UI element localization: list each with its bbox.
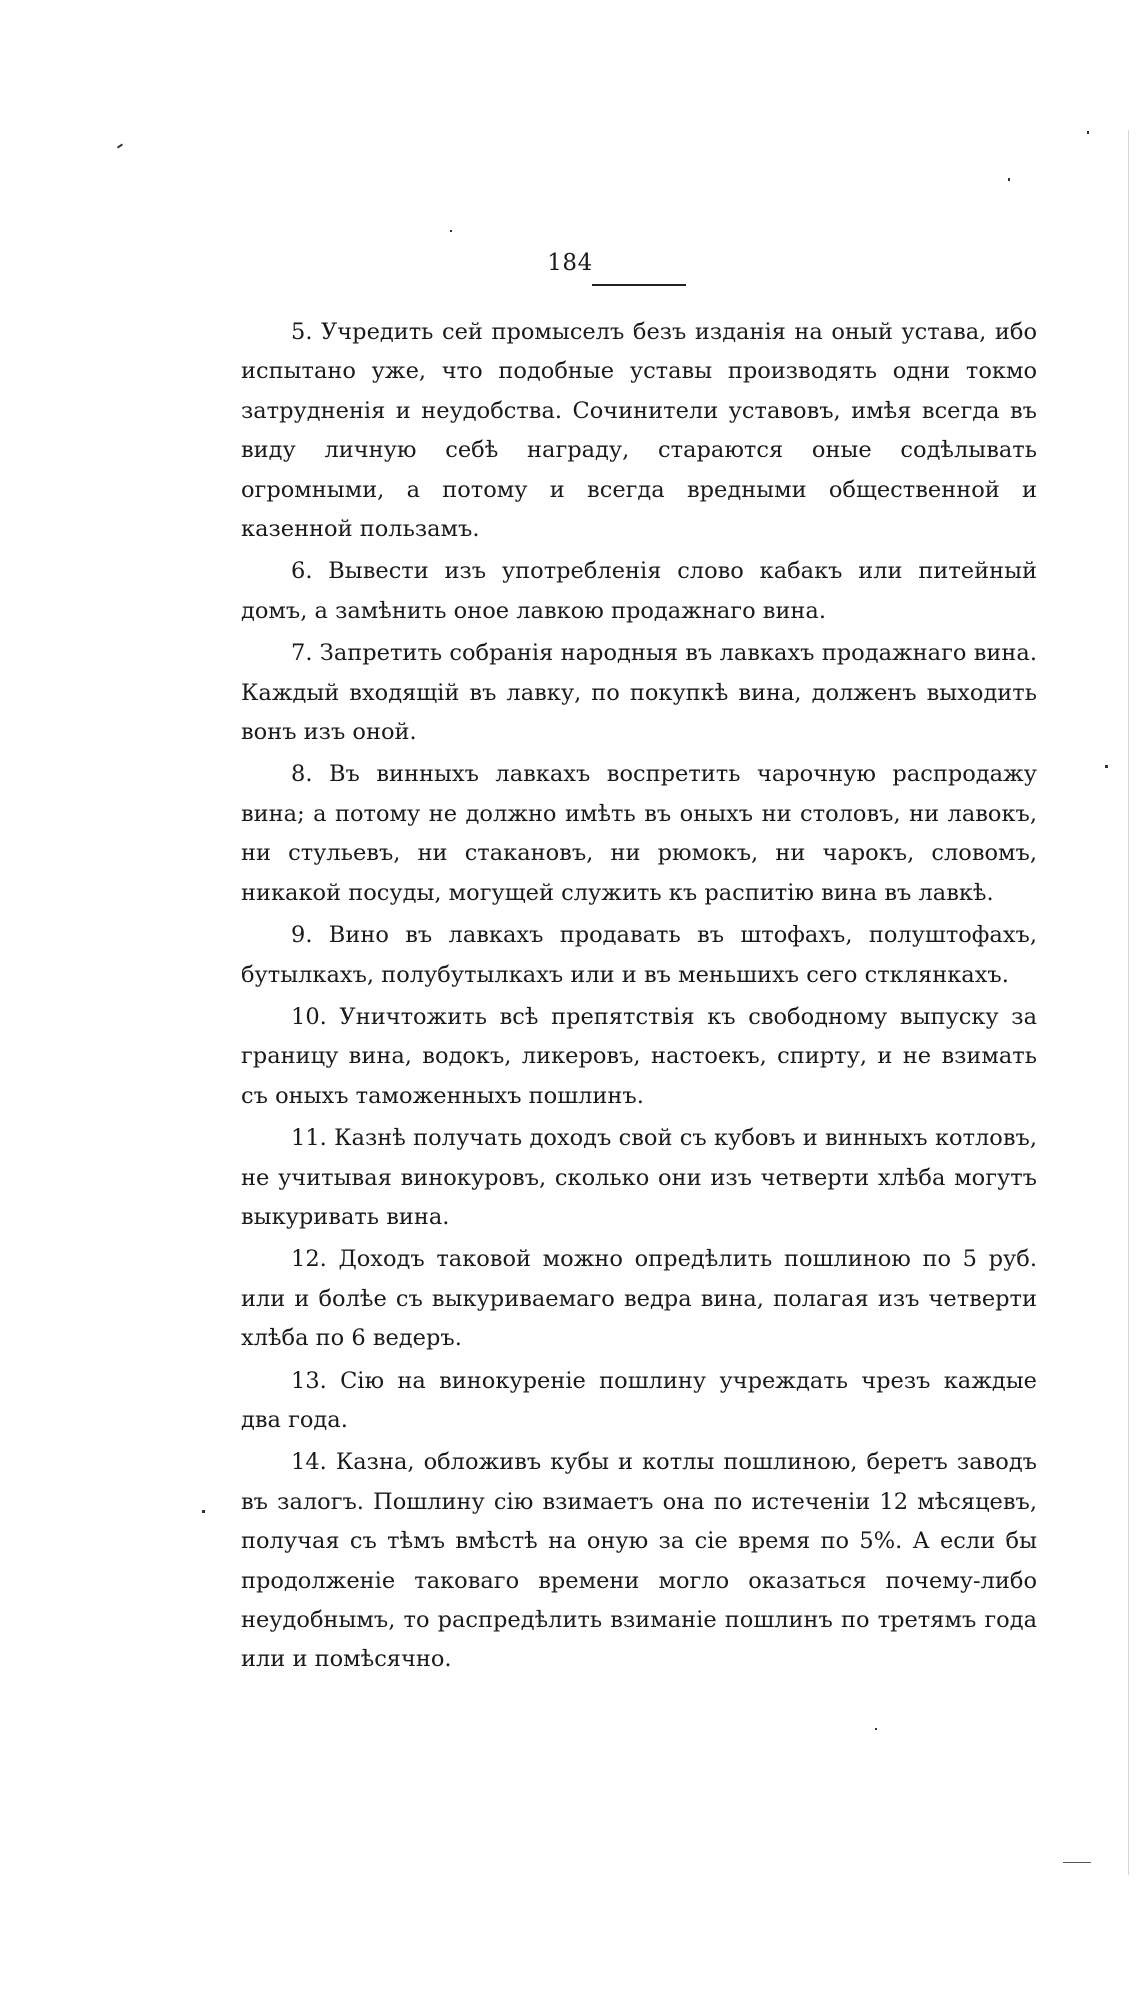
paragraph-9: 9. Вино въ лавкахъ продавать въ штофахъ, полуштофахъ, бутылкахъ, полубутылкахъ или и въ меньшихъ сего стклянкахъ. xyxy=(241,922,1037,988)
page-number: 184 xyxy=(547,250,593,276)
paragraph-5: 5. Учредить сей промыселъ безъ изданія на оный устава, ибо испытано уже, что подобные уставы производять одни токмо затрудненія и неудобства. Сочинители уставовъ, имѣя всегда въ виду личную себѣ награду, стараются оные содѣлывать огромными, а потому и всегда вредными общественной и казенной пользамъ. xyxy=(241,319,1037,543)
paragraph-12: 12. Доходъ таковой можно опредѣлить пошлиною по 5 руб. или и болѣе съ выкуриваемаго ведра вина, полагая изъ четверти хлѣба по 6 ведеръ. xyxy=(241,1246,1037,1352)
scan-speck xyxy=(1087,131,1089,134)
paragraph-13: 13. Сію на винокуреніе пошлину учреждать чрезъ каждые два года. xyxy=(241,1367,1037,1433)
scan-speck xyxy=(450,230,452,232)
paragraph-10: 10. Уничтожить всѣ препятствія къ свободному выпуску за границу вина, водокъ, ликеровъ, настоекъ, спирту, и не взимать съ оныхъ таможенныхъ пошлинъ. xyxy=(241,1003,1037,1109)
paragraph-11: 11. Казнѣ получать доходъ свой съ кубовъ и винныхъ котловъ, не учитывая винокуровъ, сколько они изъ четверти хлѣба могутъ выкуривать вина. xyxy=(241,1125,1037,1230)
body-text xyxy=(241,313,1037,1683)
scan-speck xyxy=(1008,178,1010,181)
scan-speck xyxy=(202,1510,205,1513)
scan-speck xyxy=(1105,765,1108,768)
scan-speck xyxy=(117,143,123,148)
scan-speck xyxy=(875,1728,877,1730)
paragraph-6: 6. Вывести изъ употребленія слово кабакъ или питейный домъ, а замѣнить оное лавкою продажнаго вина. xyxy=(241,558,1037,624)
paragraph-8: 8. Въ винныхъ лавкахъ воспретить чарочную распродажу вина; а потому не должно имѣть въ оныхъ ни столовъ, ни лавокъ, ни стульевъ, ни стакановъ, ни рюмокъ, ни чарокъ, словомъ, никакой посуды, могущей служить къ распитію вина въ лавкѣ. xyxy=(241,761,1037,906)
scan-edge-dash xyxy=(1063,1862,1091,1863)
page-number-rule xyxy=(592,284,686,286)
paragraph-14: 14. Казна, обложивъ кубы и котлы пошлиною, беретъ заводъ въ залогъ. Пошлину сію взимаетъ она по истеченіи 12 мѣсяцевъ, получая съ тѣмъ вмѣстѣ на оную за сіе время по 5%. А если бы продолженіе таковаго времени могло оказаться почему-либо неудобнымъ, то распредѣлить взиманіе пошлинъ по третямъ года или и помѣсячно. xyxy=(241,1449,1037,1673)
paragraph-7: 7. Запретить собранія народныя въ лавкахъ продажнаго вина. Каждый входящій въ лавку, по покупкѣ вина, долженъ выходить вонъ изъ оной. xyxy=(241,640,1037,746)
scan-edge-line xyxy=(1128,130,1129,1875)
